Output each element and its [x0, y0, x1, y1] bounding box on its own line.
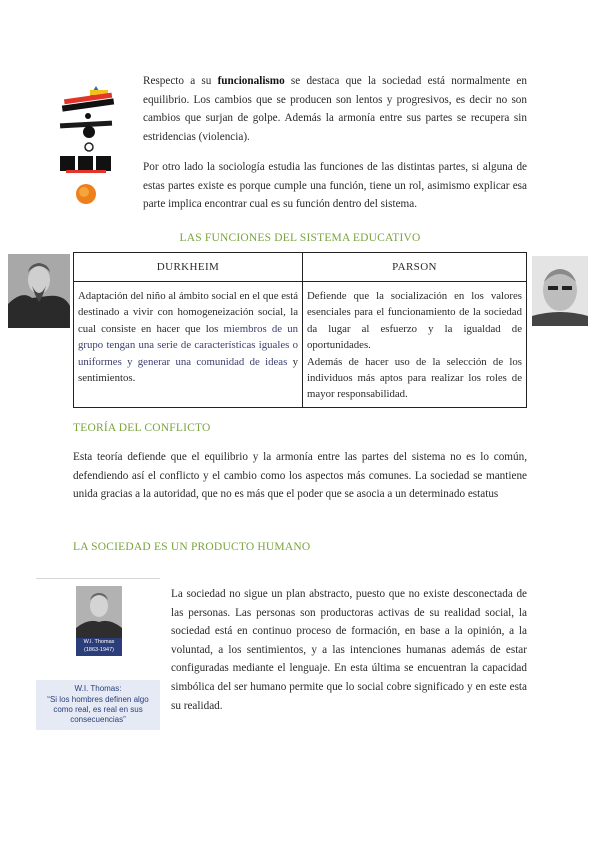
funcionalismo-term: funcionalismo	[217, 75, 285, 87]
durkheim-text-a: Adaptación del niño al ámbito social en el que está destinado a vivir con homogeneización social, la cual consiste en hacer que los	[78, 290, 298, 335]
thomas-quote-box	[36, 680, 160, 730]
thomas-quote-title: W.I. Thomas:	[74, 684, 122, 693]
durkheim-text-c: y sentimientos.	[78, 355, 298, 385]
parson-header: PARSON	[303, 253, 527, 282]
thomas-caption-years: (1863-1947)	[84, 647, 114, 653]
education-functions-table	[73, 252, 527, 408]
thomas-quote-text: “Si los hombres definen algo como real, es real en sus consecuencias”	[47, 695, 149, 724]
human-product-paragraph: La sociedad no sigue un plan abstracto, puesto que no existe desconectada de las personas. Las personas son productoras activas de su realidad social, la sociedad está en continuo proceso de formación, en base a la opinión, a la voluntad, a los sentimientos, y a las intenciones humanas además de estar configuradas mediante el lenguaje. En esta última se encuentran la capacidad simbólica del ser humano permite que lo social cobre significado y en este esta su realidad.	[171, 588, 527, 712]
intro-paragraph-2: Por otro lado la sociología estudia las funciones de las distintas partes, si alguna de estas partes existe es porque cumple una función, tiene un rol, asimismo explicar esa parte implica encontrar cual es su función dentro del sistema.	[143, 161, 527, 211]
durkheim-header: DURKHEIM	[74, 253, 303, 282]
intro-rest: se destaca que la sociedad está normalmente en equilibrio. Los cambios que se producen son lentos y progresivos, es decir no son cambios que surjan de golpe. Además la armonía entre sus partes se recupera sin estridencias (violencia).	[143, 75, 527, 143]
durkheim-text-highlight: miembros de un grupo tengan una serie de características iguales o uniformes y generar una comunidad de ideas	[78, 322, 298, 368]
parson-text-2: Además de hacer uso de la selección de los individuos más aptos para realizar los roles de mayor responsabilidad.	[307, 355, 522, 401]
functions-heading: LAS FUNCIONES DEL SISTEMA EDUCATIVO	[179, 232, 421, 244]
conflict-paragraph: Esta teoría defiende que el equilibrio y la armonía entre las partes del sistema no es lo común, defendiendo así el conflicto y el cambio como los aspectos más comunes. La sociedad se mantiene unida gracias a la autoridad, que no es más que el poder que se asocia a un determinado estatus	[73, 451, 527, 501]
intro-prefix: Respecto a su	[143, 75, 218, 87]
parson-cell	[303, 282, 527, 408]
conflict-heading: TEORÍA DEL CONFLICTO	[73, 422, 211, 434]
intro-paragraph-1	[143, 72, 527, 146]
parson-photo	[532, 256, 588, 326]
table-header-row	[74, 253, 527, 282]
thomas-card-top-rule	[36, 578, 160, 579]
table-row	[74, 282, 527, 408]
balance-logo	[56, 82, 118, 206]
durkheim-photo	[8, 254, 70, 328]
thomas-card	[36, 578, 160, 730]
human-product-heading: LA SOCIEDAD ES UN PRODUCTO HUMANO	[73, 541, 311, 553]
thomas-caption-name: W.I. Thomas	[83, 639, 115, 645]
thomas-photo-caption	[76, 638, 122, 656]
thomas-photo	[76, 586, 122, 638]
parson-text-1: Defiende que la socialización en los valores esenciales para el funcionamiento de la sociedad da lugar al esfuerzo y la igualdad de oportunidades.	[307, 290, 522, 352]
durkheim-cell	[74, 282, 303, 408]
